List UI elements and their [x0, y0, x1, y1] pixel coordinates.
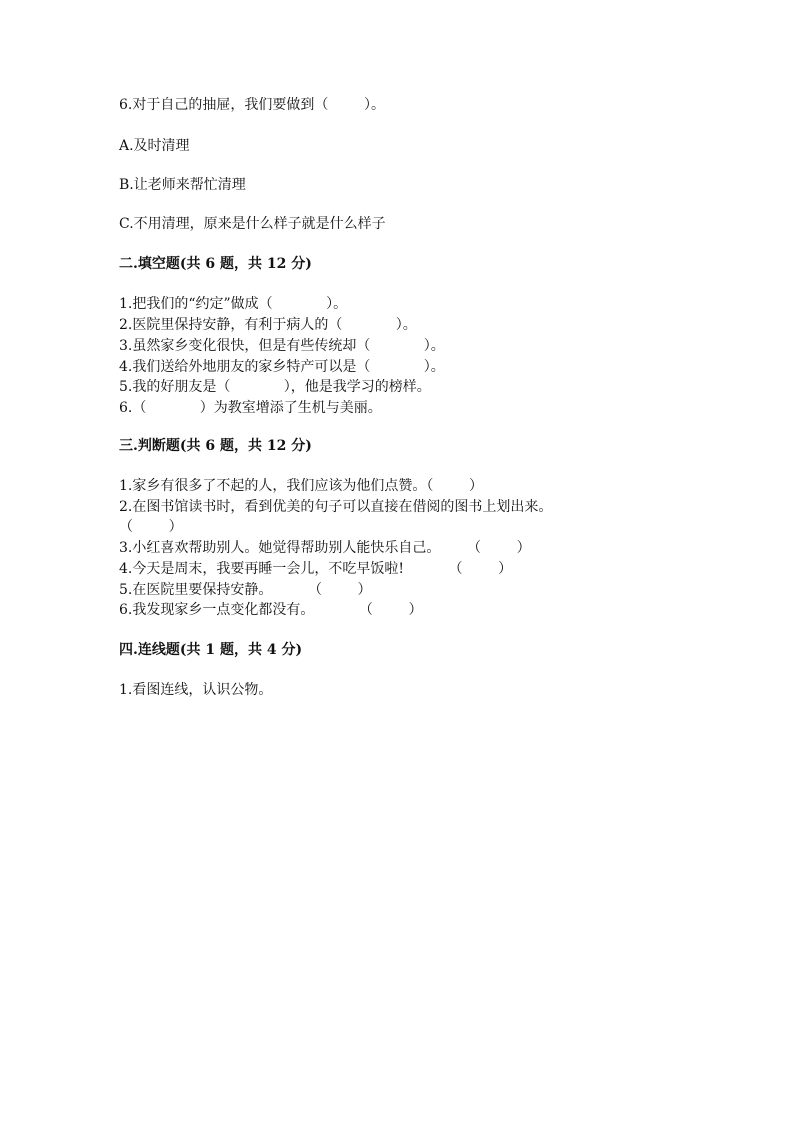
question-6-option-a: A.及时清理: [119, 138, 190, 154]
judge-item-6: 6.我发现家乡一点变化都没有。 （ ）: [119, 602, 423, 618]
judge-item-5: 5.在医院里要保持安静。 （ ）: [119, 582, 372, 598]
judge-item-2-blank: （ ）: [119, 519, 183, 535]
fill-blank-item-6: 6.（ ）为教室增添了生机与美丽。: [119, 400, 382, 416]
matching-item-1: 1.看图连线，认识公物。: [119, 682, 273, 698]
question-6-option-b: B.让老师来帮忙清理: [119, 177, 246, 193]
judge-item-1: 1.家乡有很多了不起的人，我们应该为他们点赞。（ ）: [119, 478, 483, 494]
section-2-heading: 二.填空题(共 6 题，共 12 分): [119, 256, 312, 272]
fill-blank-item-2: 2.医院里保持安静，有利于病人的（ ）。: [119, 317, 417, 333]
section-4-heading: 四.连线题(共 1 题，共 4 分): [119, 642, 303, 658]
judge-item-3: 3.小红喜欢帮助别人。她觉得帮助别人能快乐自己。 （ ）: [119, 540, 531, 556]
question-6-stem: 6.对于自己的抽屉，我们要做到（ ）。: [119, 97, 385, 113]
fill-blank-item-3: 3.虽然家乡变化很快，但是有些传统却（ ）。: [119, 338, 445, 354]
fill-blank-item-5: 5.我的好朋友是（ ），他是我学习的榜样。: [119, 379, 431, 395]
judge-item-4: 4.今天是周末，我要再睡一会儿，不吃早饭啦! （ ）: [119, 561, 513, 577]
fill-blank-item-1: 1.把我们的“约定”做成（ ）。: [119, 296, 348, 312]
fill-blank-item-4: 4.我们送给外地朋友的家乡特产可以是（ ）。: [119, 359, 445, 375]
judge-item-2: 2.在图书馆读书时，看到优美的句子可以直接在借阅的图书上划出来。: [119, 499, 553, 515]
section-3-heading: 三.判断题(共 6 题，共 12 分): [119, 438, 312, 454]
question-6-option-c: C.不用清理，原来是什么样子就是什么样子: [119, 216, 386, 232]
